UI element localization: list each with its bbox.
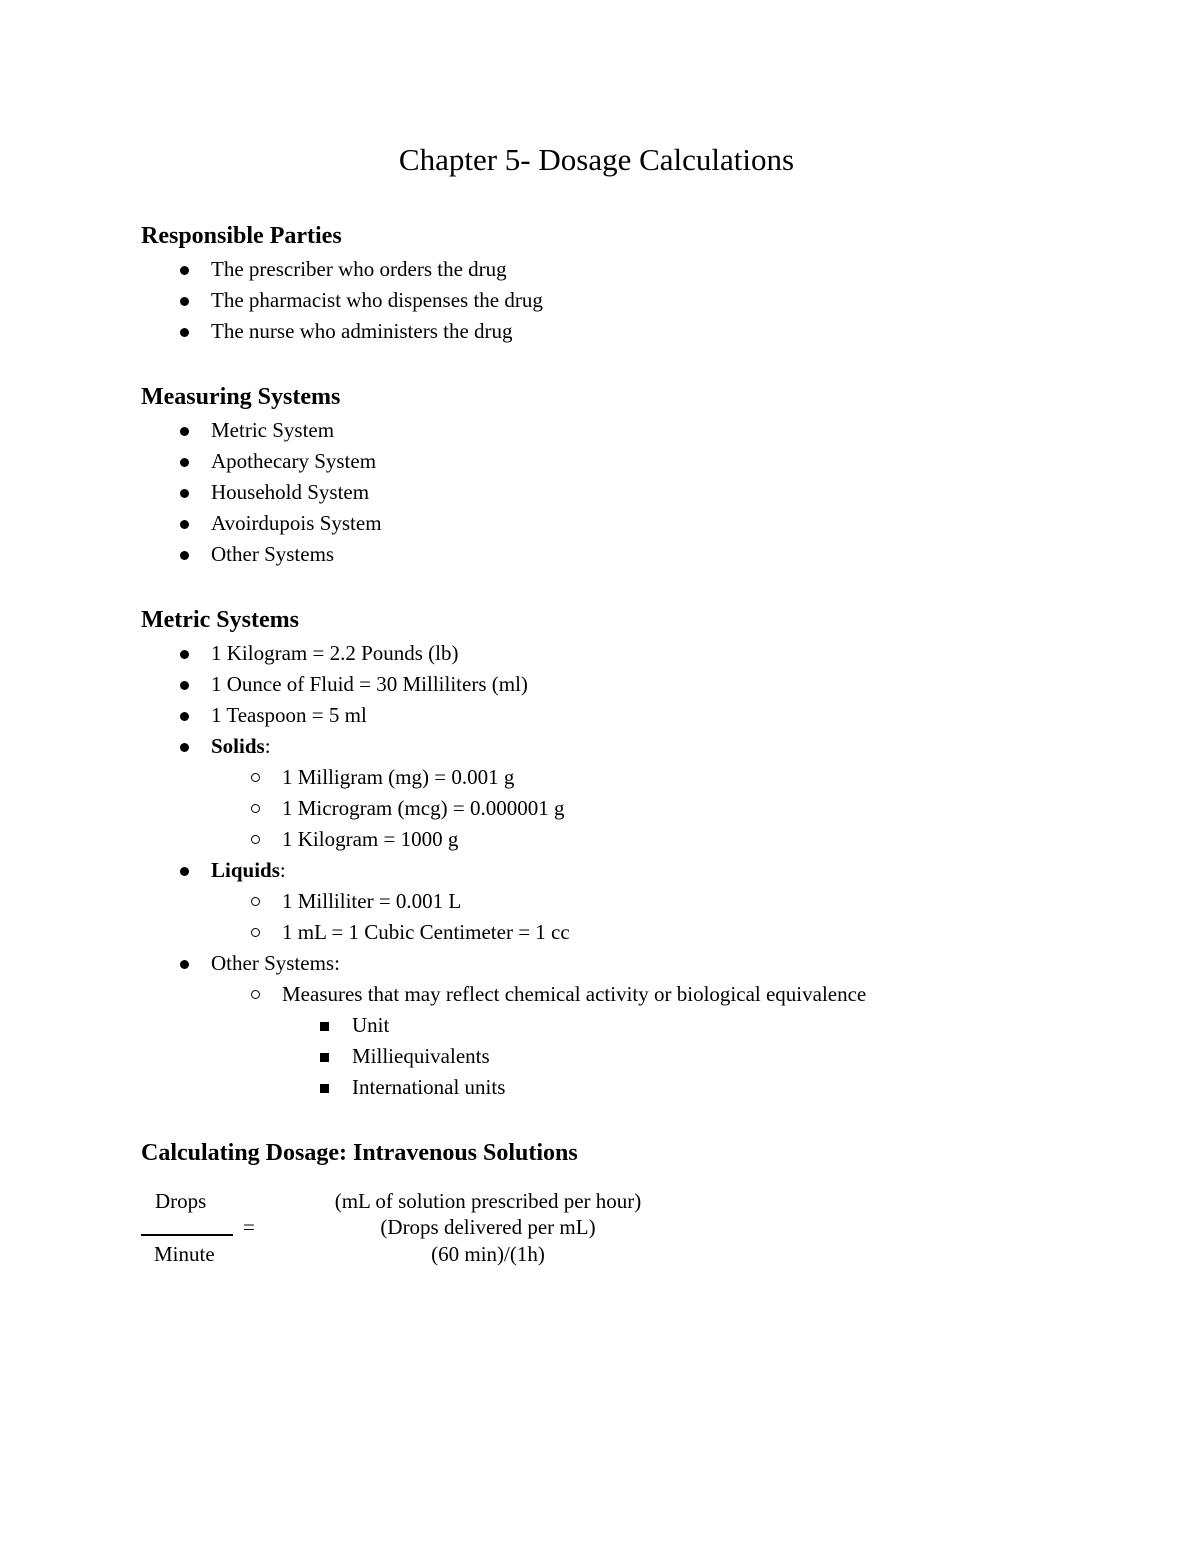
formula-denominator: Minute bbox=[154, 1242, 215, 1266]
bullet-disc-icon bbox=[180, 867, 189, 876]
list-item-solids bbox=[211, 731, 271, 762]
list-item: 1 Teaspoon = 5 ml bbox=[211, 703, 367, 727]
sub-list-item: 1 Kilogram = 1000 g bbox=[282, 827, 459, 851]
formula-numerator: Drops bbox=[155, 1189, 207, 1213]
formula-rhs-line-1: (mL of solution prescribed per hour) bbox=[334, 1189, 642, 1213]
section-heading-measuring-systems: Measuring Systems bbox=[141, 384, 341, 410]
bullet-square-icon bbox=[320, 1084, 329, 1093]
list-item: Metric System bbox=[211, 418, 335, 442]
list-item: Avoirdupois System bbox=[211, 511, 382, 535]
sub-sub-list-item: International units bbox=[352, 1075, 506, 1099]
bullet-circle-icon bbox=[251, 897, 260, 906]
bullet-circle-icon bbox=[251, 804, 260, 813]
bullet-disc-icon bbox=[180, 960, 189, 969]
section-heading-responsible-parties: Responsible Parties bbox=[141, 223, 342, 249]
section-heading-metric-systems: Metric Systems bbox=[141, 607, 299, 633]
bullet-disc-icon bbox=[180, 328, 189, 337]
fraction-divider bbox=[141, 1234, 233, 1236]
bullet-disc-icon bbox=[180, 681, 189, 690]
bullet-disc-icon bbox=[180, 458, 189, 467]
solids-colon: : bbox=[264, 734, 271, 758]
bullet-disc-icon bbox=[180, 266, 189, 275]
list-item: The pharmacist who dispenses the drug bbox=[211, 288, 543, 312]
bullet-circle-icon bbox=[251, 835, 260, 844]
list-item-other-systems: Other Systems: bbox=[211, 951, 340, 975]
list-item: 1 Kilogram = 2.2 Pounds (lb) bbox=[211, 641, 459, 665]
list-item: The prescriber who orders the drug bbox=[211, 257, 507, 281]
bullet-circle-icon bbox=[251, 990, 260, 999]
liquids-label: Liquids bbox=[211, 858, 280, 882]
bullet-disc-icon bbox=[180, 489, 189, 498]
sub-sub-list-item: Milliequivalents bbox=[352, 1044, 490, 1068]
formula-equals: = bbox=[243, 1215, 255, 1239]
solids-label: Solids bbox=[211, 734, 265, 758]
list-item-liquids bbox=[211, 855, 286, 886]
sub-list-item: 1 mL = 1 Cubic Centimeter = 1 cc bbox=[282, 920, 570, 944]
liquids-colon: : bbox=[279, 858, 286, 882]
list-item: Household System bbox=[211, 480, 370, 504]
bullet-disc-icon bbox=[180, 743, 189, 752]
bullet-square-icon bbox=[320, 1053, 329, 1062]
formula-rhs-line-2: (Drops delivered per mL) bbox=[380, 1215, 596, 1239]
bullet-disc-icon bbox=[180, 551, 189, 560]
list-item: Other Systems bbox=[211, 542, 335, 566]
sub-list-item: 1 Milligram (mg) = 0.001 g bbox=[282, 765, 515, 789]
bullet-square-icon bbox=[320, 1022, 329, 1031]
bullet-disc-icon bbox=[180, 520, 189, 529]
list-item: The nurse who administers the drug bbox=[211, 319, 513, 343]
sub-list-item: 1 Microgram (mcg) = 0.000001 g bbox=[282, 796, 565, 820]
page-title: Chapter 5- Dosage Calculations bbox=[398, 142, 795, 177]
list-item: 1 Ounce of Fluid = 30 Milliliters (ml) bbox=[211, 672, 528, 696]
bullet-disc-icon bbox=[180, 427, 189, 436]
sub-list-item: 1 Milliliter = 0.001 L bbox=[282, 889, 462, 913]
bullet-disc-icon bbox=[180, 650, 189, 659]
sub-sub-list-item: Unit bbox=[352, 1013, 390, 1037]
section-heading-calculating-dosage: Calculating Dosage: Intravenous Solutions bbox=[141, 1140, 578, 1166]
bullet-disc-icon bbox=[180, 297, 189, 306]
bullet-circle-icon bbox=[251, 928, 260, 937]
sub-list-item: Measures that may reflect chemical activity or biological equivalence bbox=[282, 982, 867, 1006]
formula-rhs-line-3: (60 min)/(1h) bbox=[431, 1242, 545, 1266]
bullet-circle-icon bbox=[251, 773, 260, 782]
list-item: Apothecary System bbox=[211, 449, 377, 473]
bullet-disc-icon bbox=[180, 712, 189, 721]
